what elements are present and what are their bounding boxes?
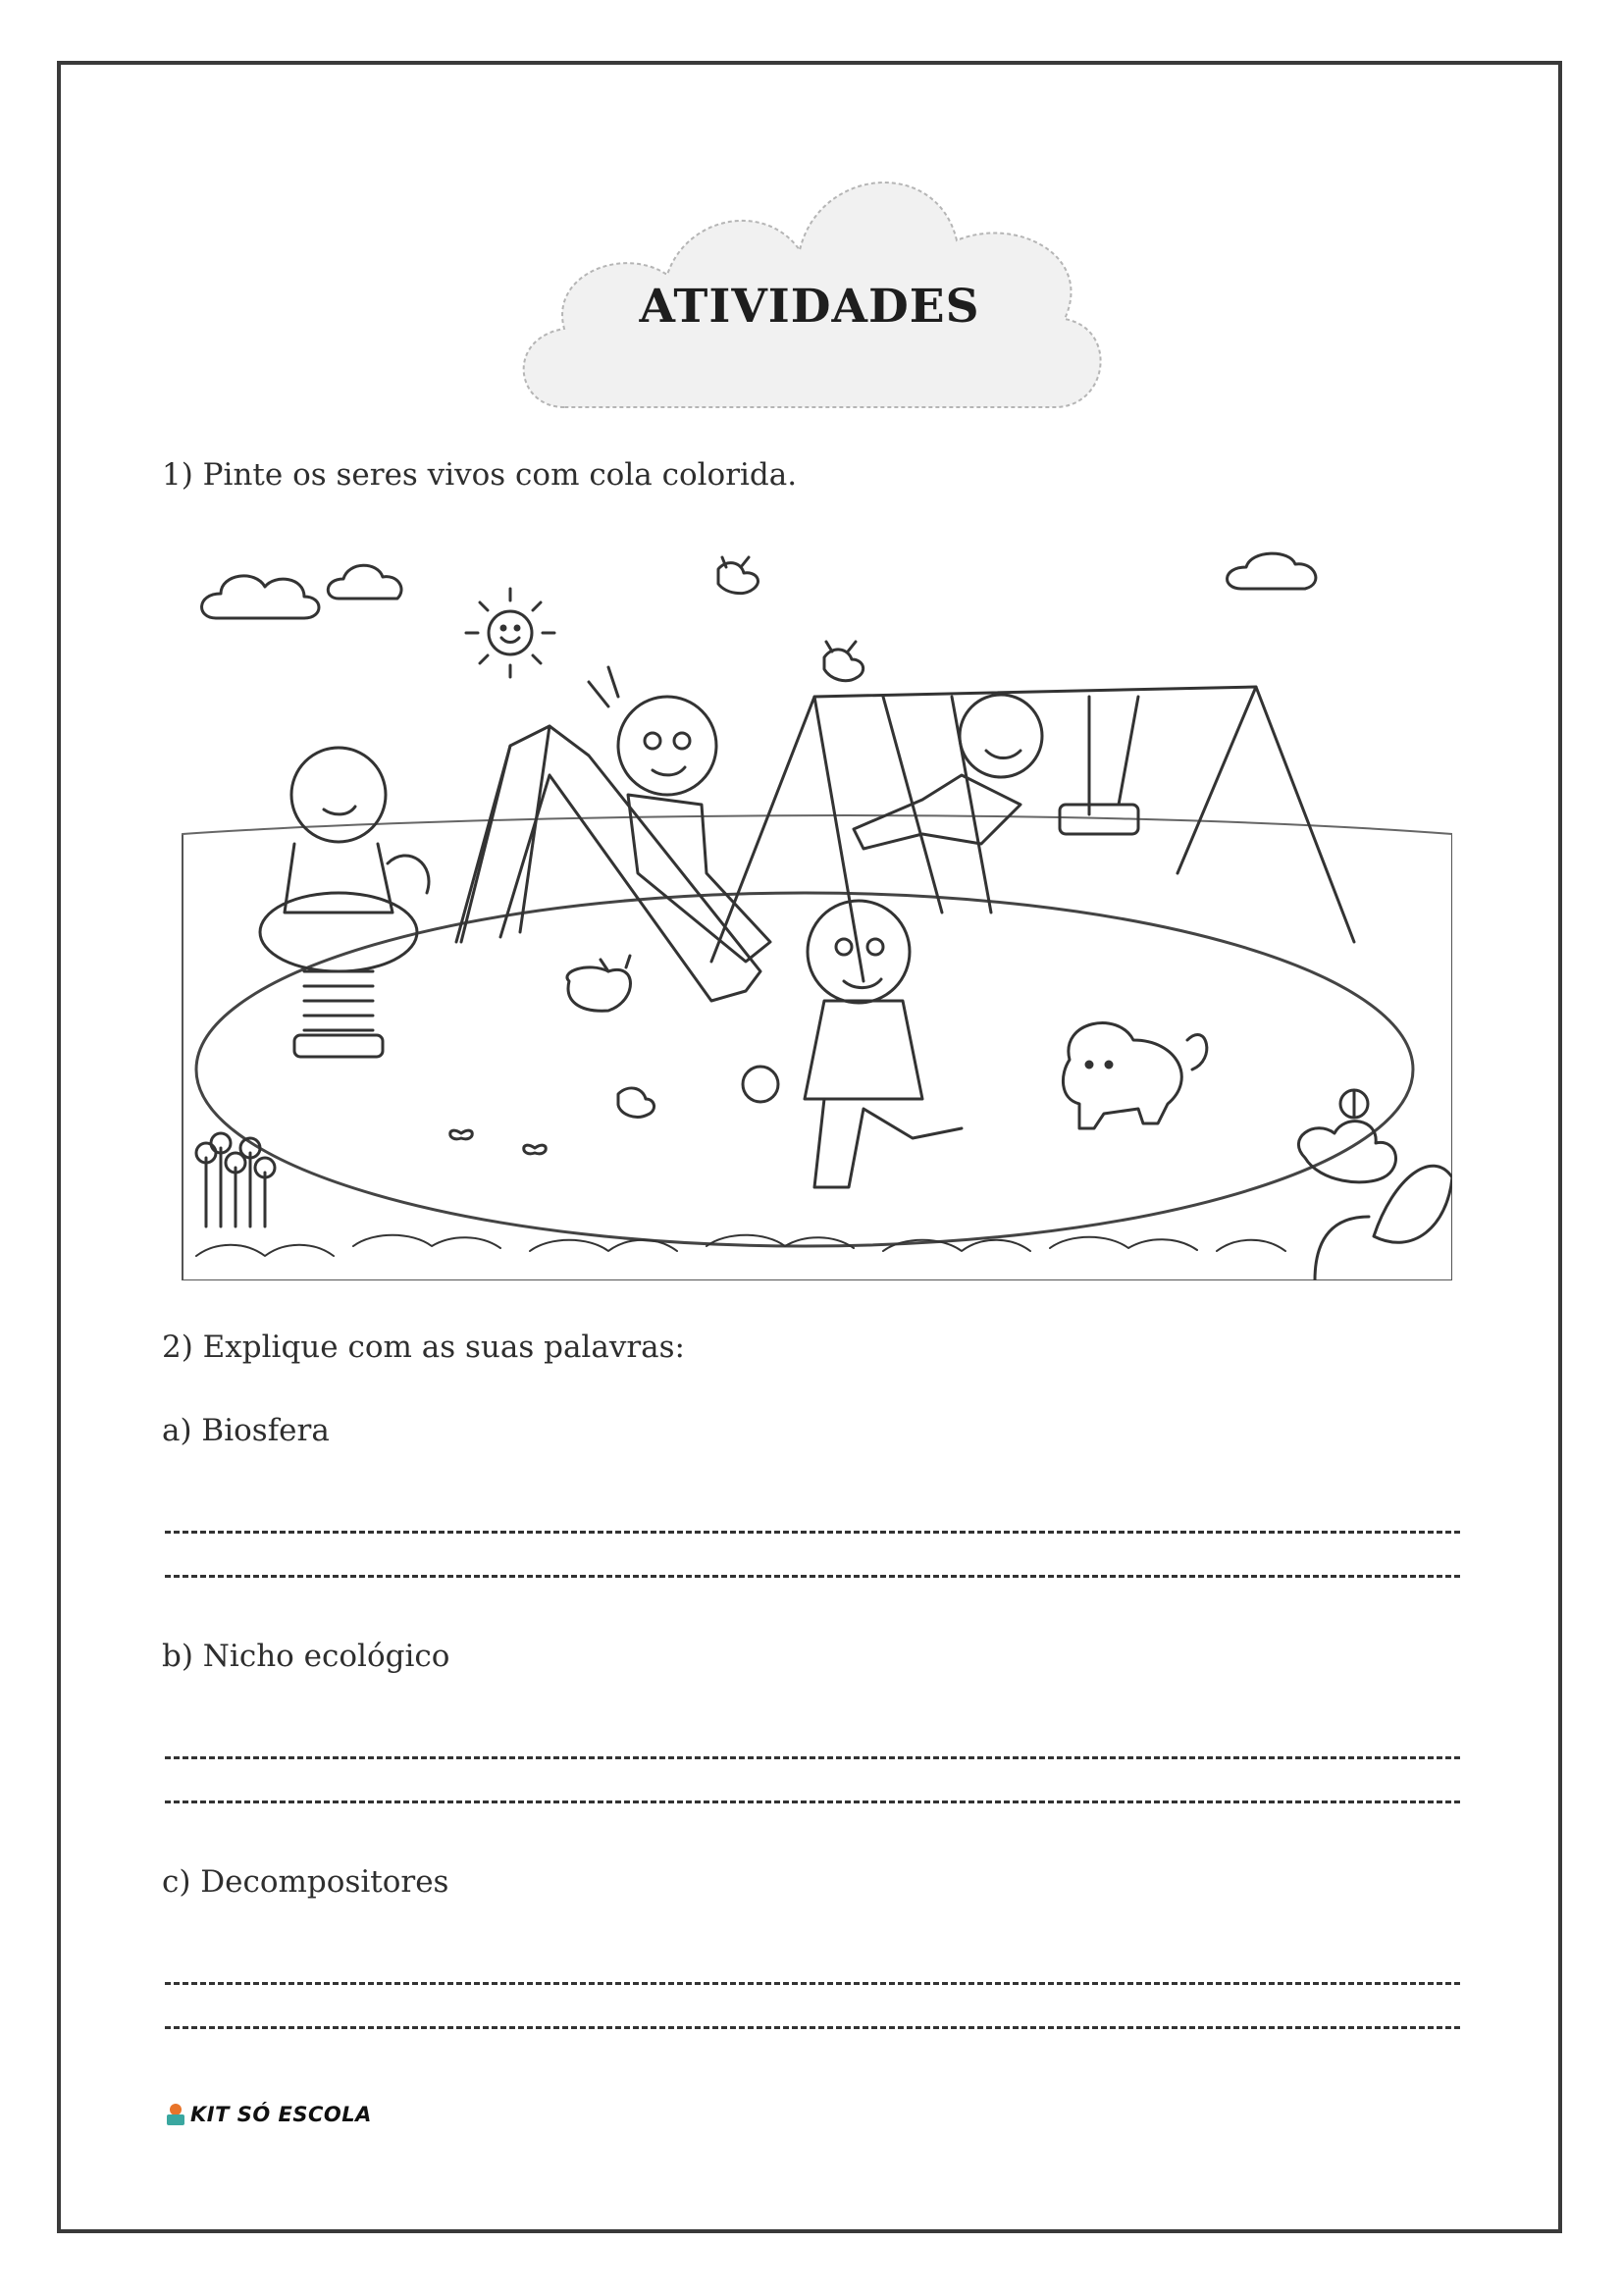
cloud-icon: [202, 576, 319, 618]
sun-icon: [466, 589, 554, 677]
child-reading-icon: [165, 2103, 186, 2126]
brand-logo: [165, 2103, 372, 2126]
butterfly-icon: [524, 1145, 547, 1154]
item-b-label: b) Nicho ecológico: [162, 1639, 450, 1674]
question-1: 1) Pinte os seres vivos com cola colorida.: [162, 457, 798, 493]
cloud-icon: [328, 565, 401, 599]
bird-icon: [618, 1088, 654, 1117]
butterfly-icon: [450, 1130, 473, 1139]
answer-line[interactable]: [165, 1800, 1460, 1803]
answer-line[interactable]: [165, 1982, 1460, 1985]
item-a-label: a) Biosfera: [162, 1413, 330, 1448]
flower-plants: [196, 1133, 275, 1226]
bird-icon: [718, 557, 759, 594]
answer-line[interactable]: [165, 1575, 1460, 1578]
swing-set: [711, 687, 1354, 962]
swinging-boy-figure: [854, 695, 1042, 849]
cloud-icon: [1228, 553, 1316, 589]
slide: [456, 726, 760, 1001]
answer-line[interactable]: [165, 1531, 1460, 1534]
ladybug-icon: [1340, 1090, 1368, 1118]
item-c-label: c) Decompositores: [162, 1864, 449, 1900]
running-boy-figure: [743, 901, 962, 1187]
answer-line[interactable]: [165, 2026, 1460, 2029]
dog-icon: [1063, 1023, 1206, 1128]
page-title: ATIVIDADES: [639, 280, 980, 334]
answer-line[interactable]: [165, 1756, 1460, 1759]
girl-figure: [589, 667, 770, 962]
ball-icon: [743, 1067, 778, 1102]
playground-illustration: [177, 549, 1452, 1280]
bush: [1298, 1122, 1395, 1182]
boy-on-spring-rider-figure: [260, 748, 429, 1057]
bird-icon: [824, 642, 863, 681]
brand-name: KIT SÓ ESCOLA: [190, 2103, 372, 2126]
cat-icon: [567, 956, 630, 1011]
question-2: 2) Explique com as suas palavras:: [162, 1330, 685, 1365]
